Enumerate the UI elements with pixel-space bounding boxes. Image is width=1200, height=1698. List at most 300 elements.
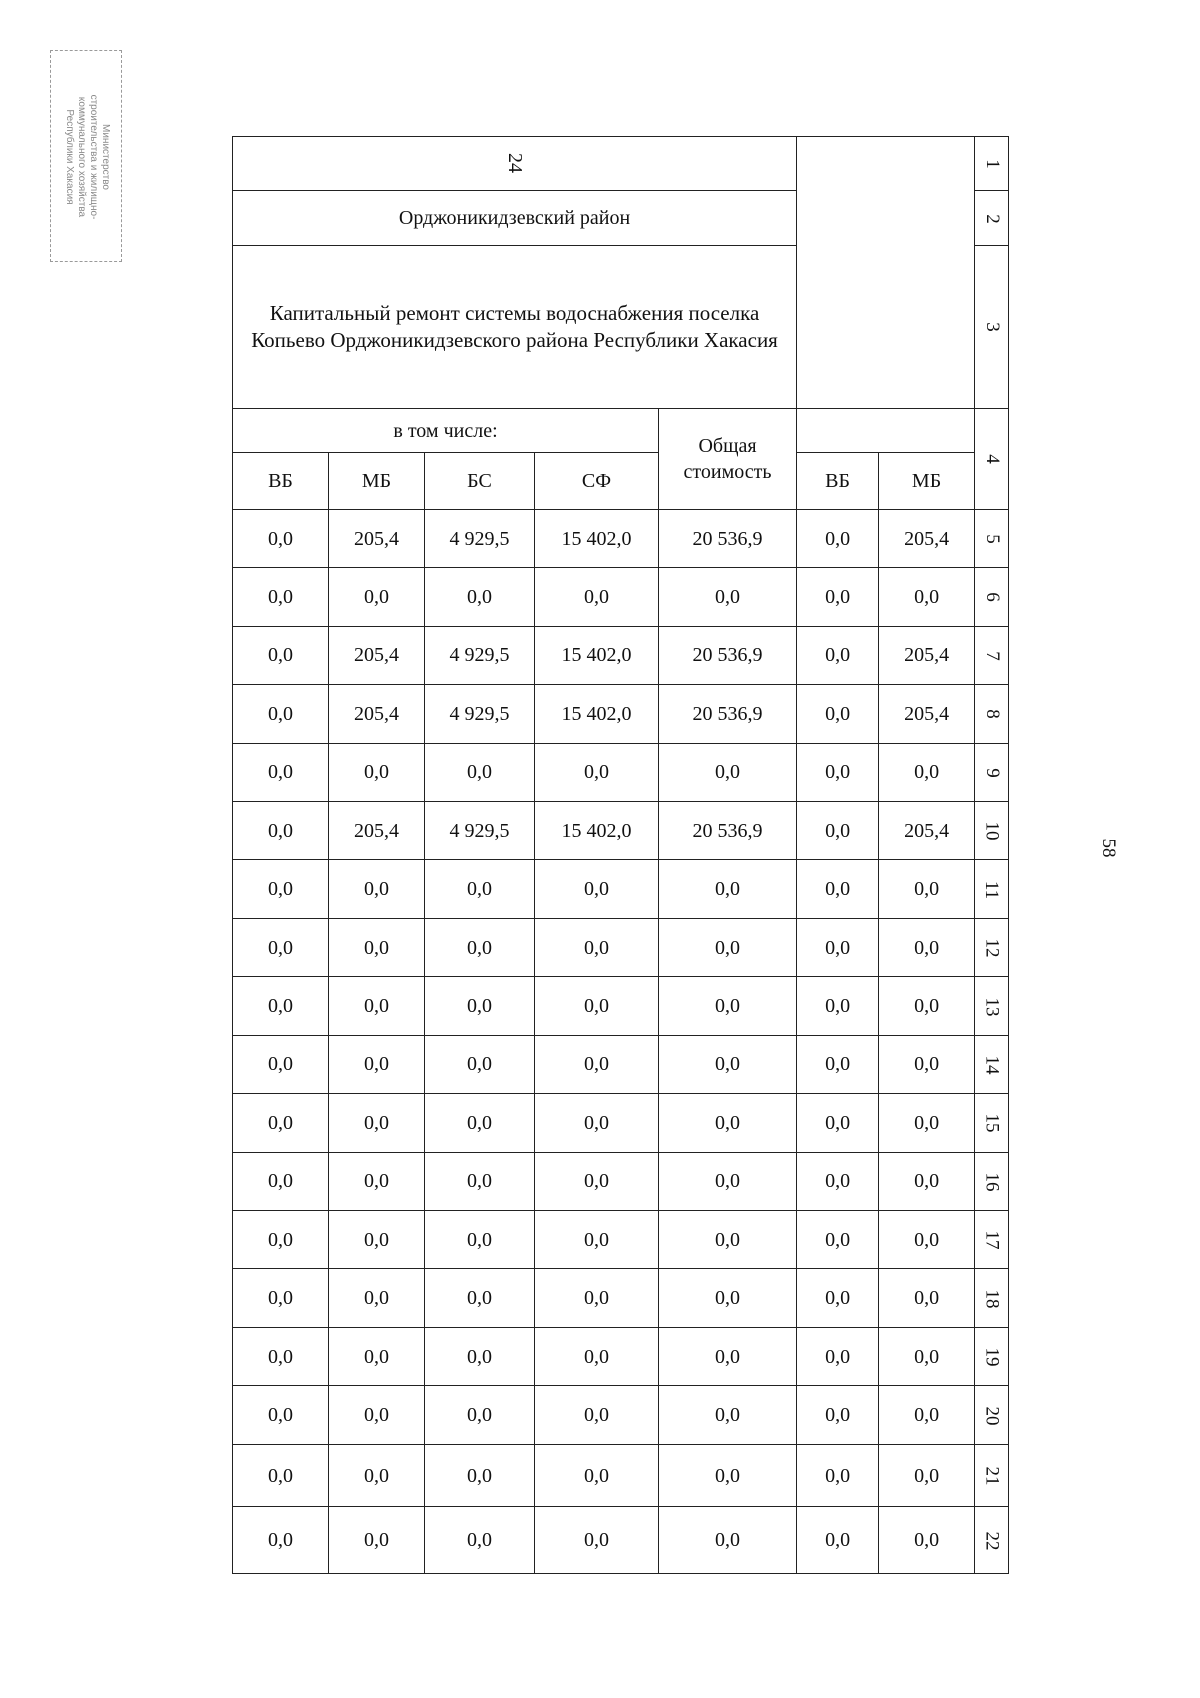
column-number-cell: [975, 685, 1009, 743]
table-cell: [535, 860, 659, 918]
table-cell: [659, 1327, 797, 1385]
table-cell: [879, 1327, 975, 1385]
table-cell: [659, 977, 797, 1035]
table-cell: [233, 1507, 329, 1574]
stamp-line: коммунального хозяйства: [76, 96, 87, 218]
table-cell: [879, 860, 975, 918]
cell-value: 0,0: [364, 585, 389, 608]
cell-value: 0,0: [914, 1228, 940, 1251]
table-cell: [425, 1094, 535, 1152]
empty-subheader-cell: [797, 409, 975, 453]
table-row: [233, 1269, 1009, 1327]
cell-value: 15 402,0: [561, 702, 632, 725]
table-cell: [425, 743, 535, 801]
cell-value: 0,0: [467, 585, 492, 608]
cell-value: 0,0: [268, 1464, 293, 1487]
cell-value: 0,0: [715, 1404, 741, 1427]
cell-value: 0,0: [268, 585, 293, 608]
table-cell: [535, 509, 659, 567]
table-cell: [797, 626, 879, 684]
cell-value: 0,0: [825, 1404, 851, 1427]
cell-value: 205,4: [904, 819, 950, 842]
column-number-cell: [975, 918, 1009, 976]
column-number-cell: [975, 1444, 1009, 1506]
cell-value: 0,0: [584, 1464, 609, 1487]
cell-value: 0,0: [467, 1529, 492, 1552]
table-cell: [659, 1444, 797, 1506]
table-cell: [797, 743, 879, 801]
cell-value: 0,0: [914, 936, 940, 959]
table-cell: [797, 1152, 879, 1210]
column-number: 1: [981, 159, 1003, 169]
table-cell: [425, 1507, 535, 1574]
table-cell: [659, 860, 797, 918]
column-number: 14: [981, 1055, 1003, 1075]
col-header: [425, 453, 535, 509]
column-number-cell: [975, 1211, 1009, 1269]
cell-value: 0,0: [715, 878, 741, 901]
cell-value: 0,0: [914, 585, 940, 608]
cell-value: 0,0: [584, 995, 609, 1018]
table-cell: [879, 685, 975, 743]
table-cell: [535, 1211, 659, 1269]
table-cell: [879, 1444, 975, 1506]
table-cell: [329, 626, 425, 684]
cell-value: 0,0: [825, 1287, 851, 1310]
cell-value: 0,0: [825, 1111, 851, 1134]
table-cell: [425, 1444, 535, 1506]
table-cell: [425, 568, 535, 626]
cell-value: 0,0: [715, 761, 741, 784]
cell-value: 0,0: [364, 1228, 389, 1251]
table-cell: [879, 1269, 975, 1327]
table-row: [233, 1211, 1009, 1269]
table-cell: [797, 977, 879, 1035]
cell-value: 0,0: [364, 1464, 389, 1487]
table-cell: [329, 977, 425, 1035]
table-cell: [659, 1094, 797, 1152]
table-cell: [879, 1152, 975, 1210]
table-cell: [879, 626, 975, 684]
table-cell: [233, 801, 329, 859]
cell-value: 20 536,9: [692, 819, 763, 842]
cell-value: 0,0: [467, 1170, 492, 1193]
table-cell: [329, 509, 425, 567]
cell-value: 0,0: [825, 644, 851, 667]
cell-value: 4 929,5: [449, 702, 510, 725]
cell-value: 205,4: [354, 819, 399, 842]
table-cell: [329, 1094, 425, 1152]
column-number: 15: [981, 1113, 1003, 1133]
table-cell: [233, 977, 329, 1035]
col-header: [233, 453, 329, 509]
col-header-label: СФ: [581, 470, 612, 493]
cell-value: 0,0: [584, 761, 609, 784]
cell-value: 0,0: [715, 1345, 741, 1368]
column-number: 4: [981, 454, 1003, 465]
cell-value: 0,0: [467, 1404, 492, 1427]
cell-value: 0,0: [825, 819, 851, 842]
table-cell: [535, 1269, 659, 1327]
cell-value: 0,0: [268, 1404, 293, 1427]
table-cell: [535, 1507, 659, 1574]
table-cell: [659, 1269, 797, 1327]
table-cell: [797, 860, 879, 918]
col-header-label: МБ: [361, 470, 392, 493]
table-cell: [879, 977, 975, 1035]
table-cell: [659, 1386, 797, 1444]
table-cell: [329, 1152, 425, 1210]
col-header-label: БС: [467, 470, 492, 493]
cell-value: 205,4: [354, 702, 399, 725]
table-row: [233, 1327, 1009, 1385]
cell-value: 0,0: [715, 1053, 741, 1076]
cell-value: 20 536,9: [692, 527, 763, 550]
column-number: 6: [981, 592, 1003, 603]
column-number: 17: [981, 1230, 1003, 1250]
cell-value: 15 402,0: [561, 527, 632, 550]
table-cell: [659, 918, 797, 976]
table-row: [233, 1386, 1009, 1444]
cell-value: 0,0: [825, 1053, 851, 1076]
cell-value: 0,0: [268, 1529, 293, 1552]
table-cell: [329, 1386, 425, 1444]
cell-value: 0,0: [467, 878, 492, 901]
cell-value: 0,0: [914, 1111, 940, 1134]
column-number-cell: [975, 801, 1009, 859]
table-row: [233, 1152, 1009, 1210]
table-cell: [879, 743, 975, 801]
table-cell: [659, 685, 797, 743]
table-cell: [797, 918, 879, 976]
table-cell: [329, 801, 425, 859]
cell-value: 15 402,0: [561, 644, 632, 667]
cell-value: 0,0: [914, 1464, 940, 1487]
cell-value: 0,0: [825, 995, 851, 1018]
cell-value: 0,0: [467, 1053, 492, 1076]
table-cell: [797, 1386, 879, 1444]
table-cell: [879, 509, 975, 567]
cell-value: 0,0: [715, 1464, 741, 1487]
object-number-cell: [233, 137, 797, 191]
cell-value: 0,0: [364, 1170, 389, 1193]
column-number-cell: [975, 137, 1009, 191]
table-cell: [233, 1094, 329, 1152]
column-number: 7: [981, 651, 1003, 661]
table-cell: [425, 801, 535, 859]
table-cell: [797, 1035, 879, 1093]
cell-value: 0,0: [268, 1228, 293, 1251]
table-row: [233, 509, 1009, 567]
table-cell: [535, 1035, 659, 1093]
table-cell: [659, 1211, 797, 1269]
table-cell: [659, 1035, 797, 1093]
table-cell: [659, 568, 797, 626]
cell-value: 0,0: [364, 995, 389, 1018]
cell-value: 0,0: [715, 1529, 741, 1552]
table-cell: [797, 1444, 879, 1506]
cell-value: 0,0: [268, 878, 293, 901]
table-cell: [659, 626, 797, 684]
column-number-cell: [975, 1152, 1009, 1210]
column-number-cell: [975, 191, 1009, 245]
column-number-cell: [975, 1035, 1009, 1093]
table-cell: [535, 626, 659, 684]
cell-value: 0,0: [268, 761, 293, 784]
table-cell: [425, 918, 535, 976]
table-cell: [535, 1386, 659, 1444]
cell-value: 0,0: [584, 936, 609, 959]
cell-value: 0,0: [467, 1111, 492, 1134]
table-cell: [233, 626, 329, 684]
table-cell: [329, 1327, 425, 1385]
cell-value: 0,0: [467, 1464, 492, 1487]
table-cell: [879, 1211, 975, 1269]
cell-value: 0,0: [268, 1053, 293, 1076]
table-cell: [233, 1327, 329, 1385]
cell-value: 0,0: [825, 761, 851, 784]
column-number: 19: [981, 1347, 1003, 1367]
data-table: [232, 136, 1009, 1574]
table-row: [233, 1094, 1009, 1152]
column-number-cell: [975, 509, 1009, 567]
column-number: 8: [981, 709, 1003, 720]
table-cell: [425, 509, 535, 567]
district-name: Орджоникидзевский район: [398, 207, 631, 230]
cell-value: 0,0: [914, 761, 940, 784]
incl-label-cell: [233, 409, 659, 453]
cell-value: 0,0: [268, 1111, 293, 1134]
table-cell: [329, 1035, 425, 1093]
district-cell: [233, 191, 797, 245]
cell-value: 205,4: [904, 644, 950, 667]
stamp-line: строительства и жилищно-: [88, 94, 99, 220]
table-cell: [425, 1386, 535, 1444]
table-cell: [535, 1152, 659, 1210]
table-cell: [425, 1035, 535, 1093]
table-row: [233, 626, 1009, 684]
table-cell: [329, 1211, 425, 1269]
table-cell: [329, 568, 425, 626]
cell-value: 0,0: [364, 878, 389, 901]
cell-value: 0,0: [584, 1053, 609, 1076]
cell-value: 0,0: [584, 1345, 609, 1368]
cell-value: 0,0: [715, 1287, 741, 1310]
cell-value: 0,0: [268, 527, 293, 550]
table-cell: [233, 1211, 329, 1269]
cell-value: 0,0: [584, 878, 609, 901]
table-cell: [329, 918, 425, 976]
table-cell: [659, 1152, 797, 1210]
table-cell: [233, 509, 329, 567]
cell-value: 0,0: [584, 1404, 609, 1427]
table-row: [233, 568, 1009, 626]
cell-value: 0,0: [914, 1404, 940, 1427]
cell-value: 0,0: [825, 585, 851, 608]
table-cell: [797, 1269, 879, 1327]
stamp-line: Министерство: [100, 124, 111, 190]
table-cell: [233, 1269, 329, 1327]
column-number: 22: [981, 1531, 1003, 1551]
cell-value: 0,0: [364, 936, 389, 959]
cell-value: 0,0: [914, 995, 940, 1018]
table-cell: [535, 568, 659, 626]
table-cell: [233, 1386, 329, 1444]
cell-value: 0,0: [268, 1345, 293, 1368]
object-number: 24: [503, 153, 526, 174]
column-number: 5: [981, 534, 1003, 544]
col-header-label: ВБ: [825, 470, 850, 493]
cell-value: 0,0: [364, 1529, 389, 1552]
cell-value: 0,0: [914, 1287, 940, 1310]
cell-value: 0,0: [715, 1228, 741, 1251]
cell-value: 0,0: [584, 585, 609, 608]
table-cell: [535, 1444, 659, 1506]
page-number: 58: [1098, 838, 1119, 858]
cell-value: 205,4: [904, 527, 950, 550]
cell-value: 0,0: [268, 702, 293, 725]
table-cell: [535, 1094, 659, 1152]
table-cell: [329, 1444, 425, 1506]
cell-value: 0,0: [825, 1529, 851, 1552]
table-cell: [659, 801, 797, 859]
cell-value: 0,0: [364, 1404, 389, 1427]
cell-value: 205,4: [354, 644, 399, 667]
column-number-cell: [975, 977, 1009, 1035]
table-cell: [879, 1035, 975, 1093]
approval-stamp: [50, 50, 122, 262]
cell-value: 205,4: [354, 527, 399, 550]
cell-value: 0,0: [914, 1529, 940, 1552]
table-cell: [879, 1507, 975, 1574]
cell-value: 0,0: [268, 995, 293, 1018]
cell-value: 4 929,5: [449, 819, 510, 842]
cell-value: 0,0: [268, 1170, 293, 1193]
cell-value: 0,0: [467, 1287, 492, 1310]
table-cell: [233, 1152, 329, 1210]
header-row-incl: [233, 409, 1009, 453]
table-cell: [425, 685, 535, 743]
table-cell: [879, 918, 975, 976]
cell-value: 0,0: [914, 1170, 940, 1193]
table-cell: [425, 977, 535, 1035]
column-number: 13: [981, 997, 1003, 1017]
cell-value: 0,0: [715, 995, 741, 1018]
table-cell: [233, 1035, 329, 1093]
column-number-cell: [975, 568, 1009, 626]
cell-value: 0,0: [467, 761, 492, 784]
table-cell: [329, 1507, 425, 1574]
cell-value: 0,0: [584, 1529, 609, 1552]
project-title-cell: [233, 245, 797, 408]
cell-value: 0,0: [715, 1170, 741, 1193]
cell-value: 0,0: [467, 936, 492, 959]
cell-value: 0,0: [825, 702, 851, 725]
table-cell: [535, 685, 659, 743]
column-number-cell: [975, 245, 1009, 408]
table-cell: [659, 743, 797, 801]
table-row: [233, 801, 1009, 859]
cell-value: 0,0: [268, 819, 293, 842]
column-number: 10: [981, 821, 1003, 841]
cell-value: 0,0: [914, 1345, 940, 1368]
col-header: [535, 453, 659, 509]
cell-value: 0,0: [825, 1464, 851, 1487]
table-cell: [233, 1444, 329, 1506]
column-number-cell: [975, 743, 1009, 801]
cell-value: 0,0: [364, 1287, 389, 1310]
col-header-label: ВБ: [268, 470, 293, 493]
cell-value: 0,0: [914, 878, 940, 901]
table-cell: [879, 1094, 975, 1152]
table-cell: [425, 860, 535, 918]
table-cell: [233, 743, 329, 801]
table-row: [233, 860, 1009, 918]
table-cell: [797, 509, 879, 567]
table-cell: [535, 801, 659, 859]
table-cell: [425, 1211, 535, 1269]
cell-value: 20 536,9: [692, 702, 763, 725]
table-cell: [425, 1152, 535, 1210]
table-cell: [535, 977, 659, 1035]
table-cell: [535, 918, 659, 976]
table-cell: [233, 568, 329, 626]
table-cell: [233, 860, 329, 918]
cell-value: 0,0: [825, 527, 851, 550]
total-label-cell: [659, 409, 797, 510]
cell-value: 0,0: [584, 1287, 609, 1310]
cell-value: 0,0: [364, 1111, 389, 1134]
table-cell: [659, 509, 797, 567]
table-cell: [879, 801, 975, 859]
cell-value: 0,0: [268, 1287, 293, 1310]
table-cell: [797, 568, 879, 626]
table-cell: [425, 1327, 535, 1385]
column-number-cell: [975, 1269, 1009, 1327]
column-number: 20: [981, 1406, 1003, 1426]
total-label: Общая стоимость: [683, 434, 772, 483]
column-number-cell: [975, 860, 1009, 918]
table-cell: [425, 626, 535, 684]
table-row: [233, 685, 1009, 743]
cell-value: 0,0: [268, 644, 293, 667]
table-row: [233, 918, 1009, 976]
col-header: [329, 453, 425, 509]
column-number: 2: [981, 213, 1003, 224]
cell-value: 0,0: [825, 1345, 851, 1368]
table-cell: [329, 1269, 425, 1327]
table-row: [233, 977, 1009, 1035]
column-number: 9: [981, 768, 1003, 778]
cell-value: 205,4: [904, 702, 950, 725]
table-row: [233, 743, 1009, 801]
table-cell: [233, 918, 329, 976]
table-cell: [233, 685, 329, 743]
cell-value: 20 536,9: [692, 644, 763, 667]
table-cell: [797, 1327, 879, 1385]
table-cell: [879, 568, 975, 626]
table-cell: [329, 860, 425, 918]
cell-value: 0,0: [268, 936, 293, 959]
col-header: [797, 453, 879, 509]
column-number: 12: [981, 938, 1003, 958]
column-number-cell: [975, 1386, 1009, 1444]
cell-value: 0,0: [825, 936, 851, 959]
stamp-line: Республики Хакасия: [64, 109, 75, 205]
cell-value: 4 929,5: [449, 644, 510, 667]
table-cell: [879, 1386, 975, 1444]
incl-label: в том числе:: [393, 419, 498, 442]
